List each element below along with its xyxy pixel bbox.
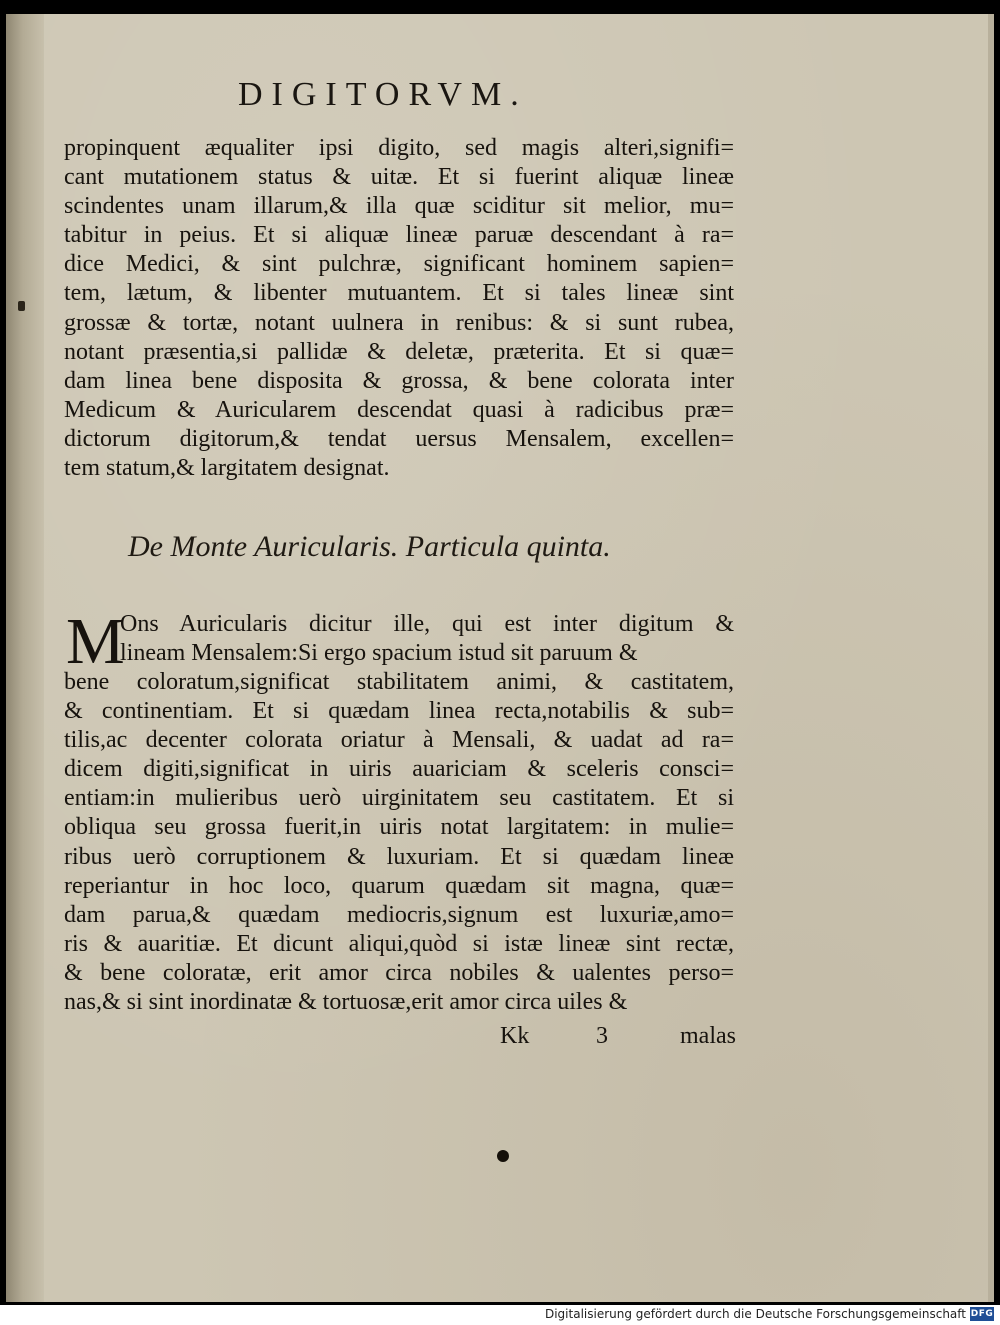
paragraph-1-line: propinquent æqualiter ipsi digito, sed magis alteri,signifi= [64, 135, 734, 161]
paragraph-2-line: obliqua seu grossa fuerit,in uiris notat largitatem: in mulie= [64, 814, 734, 841]
paragraph-2-opening-line: lineam Mensalem:Si ergo spacium istud sit paruum & [120, 640, 638, 667]
paragraph-1-line: Medicum & Auricularem descendat quasi à radicibus præ= [64, 396, 734, 423]
page-edge [988, 14, 994, 1302]
paragraph-2-opening-line: Ons Auricularis dicitur ille, qui est inter digitum & [120, 611, 734, 637]
paragraph-1-line: cant mutationem status & uitæ. Et si fuerint aliquæ lineæ [64, 164, 734, 191]
paragraph-1-line: tem, lætum, & libenter mutuantem. Et si tales lineæ sint [64, 280, 734, 307]
paragraph-1-line: tabitur in peius. Et si aliquæ lineæ paruæ descendant à ra= [64, 222, 734, 249]
paragraph-2-line: & bene coloratæ, erit amor circa nobiles & ualentes perso= [64, 959, 734, 986]
footer-bar [0, 1305, 1000, 1325]
paragraph-1-line: tem statum,& largitatem designat. [64, 455, 390, 482]
section-heading: De Monte Auricularis. Particula quinta. [128, 530, 611, 563]
catchword: malas [680, 1023, 736, 1049]
paragraph-1-line: grossæ & tortæ, notant uulnera in renibus: & si sunt rubea, [64, 309, 734, 336]
paragraph-2-line: & continentiam. Et si quædam linea recta,notabilis & sub= [64, 698, 734, 725]
paragraph-2-line: dicem digiti,significat in uiris auariciam & sceleris consci= [64, 756, 734, 783]
paragraph-1-line: notant præsentia,si pallidæ & deletæ, præterita. Et si quæ= [64, 338, 734, 365]
signature-mark: Kk [500, 1023, 530, 1049]
paragraph-2-line: tilis,ac decenter colorata oriatur à Mensali, & uadat ad ra= [64, 727, 734, 754]
signature-number: 3 [596, 1023, 608, 1049]
paragraph-1-line: dice Medici, & sint pulchræ, significant hominem sapien= [64, 251, 734, 278]
paragraph-2-line: reperiantur in hoc loco, quarum quædam sit magna, quæ= [64, 872, 734, 899]
page-binding-shadow [6, 14, 44, 1302]
paragraph-2-line: dam parua,& quædam mediocris,signum est luxuriæ,amo= [64, 901, 734, 928]
paragraph-2-line: nas,& si sint inordinatæ & tortuosæ,erit amor circa uiles & [64, 989, 628, 1016]
paragraph-1-line: scindentes unam illarum,& illa quæ sciditur sit melior, mu= [64, 193, 734, 220]
paragraph-1 [64, 134, 734, 483]
paragraph-2-line: ribus uerò corruptionem & luxuriam. Et si quædam lineæ [64, 843, 734, 870]
paragraph-1-line: dictorum digitorum,& tendat uersus Mensalem, excellen= [64, 425, 734, 452]
paragraph-2-opening [120, 610, 734, 668]
paragraph-2-line: ris & auaritiæ. Et dicunt aliqui,quòd si istæ lineæ sint rectæ, [64, 930, 734, 957]
paragraph-2-line: entiam:in mulieribus uerò uirginitatem seu castitatem. Et si [64, 785, 734, 812]
catchword-row [500, 1023, 736, 1053]
paragraph-1-line: dam linea bene disposita & grossa, & bene colorata inter [64, 367, 734, 394]
margin-ink-mark [18, 301, 25, 311]
ink-dot [497, 1150, 509, 1162]
paragraph-2-line: bene coloratum,significat stabilitatem animi, & castitatem, [64, 669, 734, 695]
running-head: DIGITORVM. [238, 76, 528, 113]
dfg-logo-icon: DFG [970, 1309, 994, 1319]
footer-credit: Digitalisierung gefördert durch die Deutsche Forschungsgemeinschaft [544, 1307, 966, 1321]
paragraph-2 [64, 668, 734, 1017]
drop-cap: M [66, 605, 125, 678]
